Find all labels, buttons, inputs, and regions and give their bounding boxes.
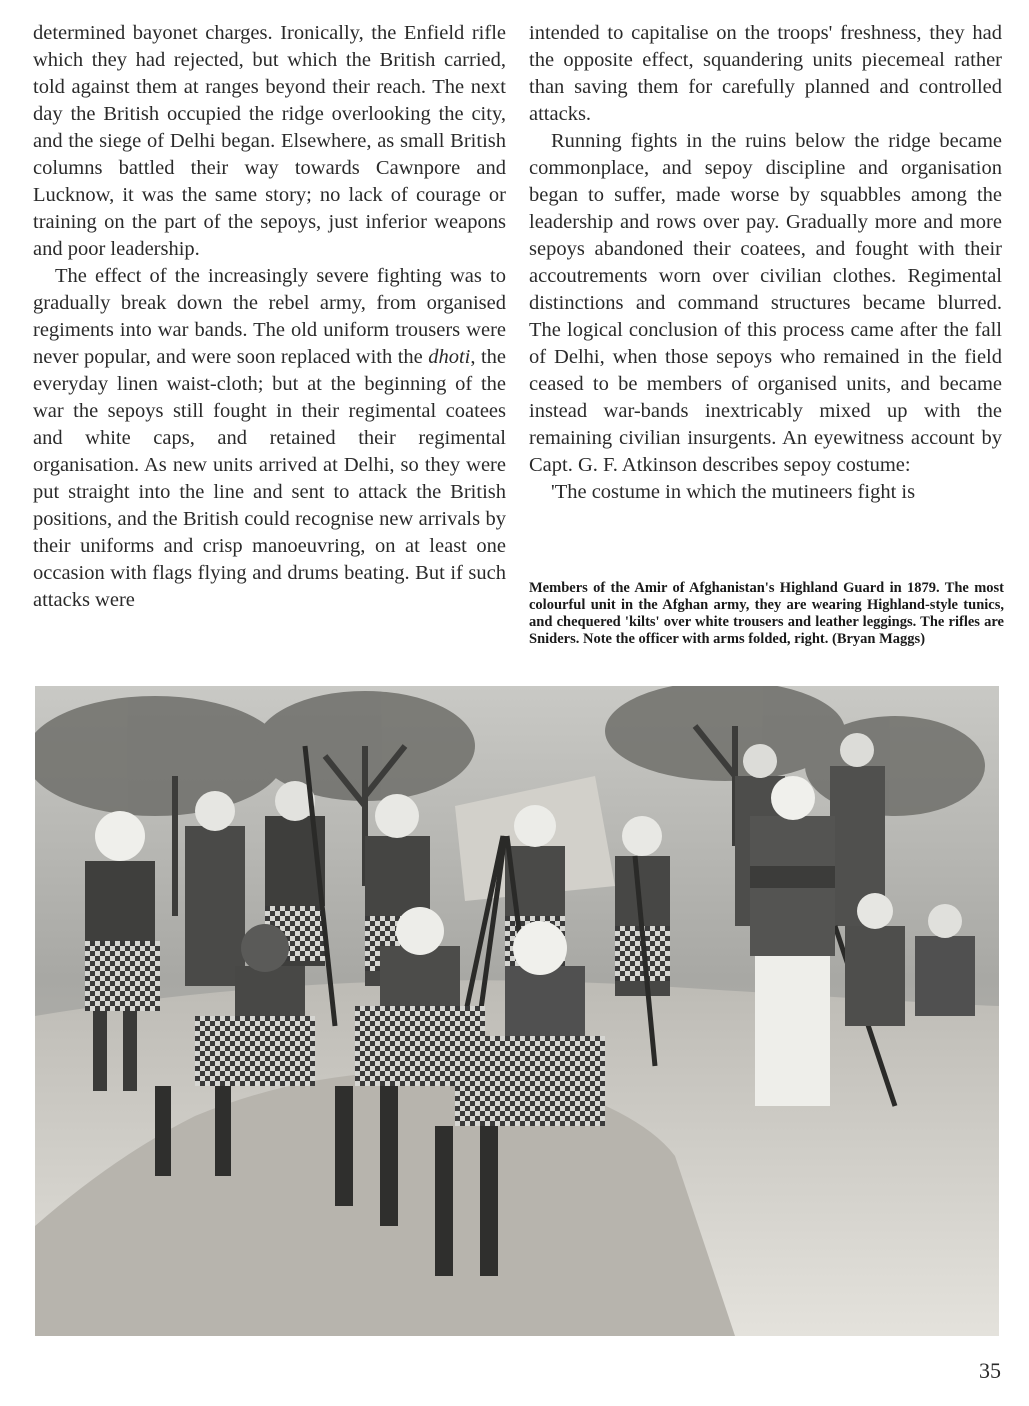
body-paragraph: Running fights in the ruins below the ridge became commonplace, and sepoy discipline and organisation began to suffer, made worse by squabbles among the leadership and rows over pay. Gradually more and more sepoys abandoned their coatees, and fought with their accoutrements worn over civilian clothes. Regimental distinctions and command structures became blurred. The logical conclusion of this process came after the fall of Delhi, when those sepoys who remained in the field ceased to be members of organised units, and became instead war-bands inextricably mixed up with the remaining civilian insurgents. An eyewitness account by Capt. G. F. Atkinson describes sepoy costume: <box>529 130 1002 476</box>
italic-term-dhoti: dhoti <box>428 346 471 368</box>
text-column-left <box>33 20 506 614</box>
paragraph-text: The effect of the increasingly severe fighting was to gradually break down the rebel army, from organised regiments into war bands. The old uniform trousers were never popular, and were soon replaced with the <box>33 265 506 368</box>
text-column-right <box>529 20 1002 506</box>
body-paragraph: determined bayonet charges. Ironically, the Enfield rifle which they had rejected, but which the British carried, told against them at ranges beyond their reach. The next day the British occupied the ridge overlooking the city, and the siege of Delhi began. Elsewhere, as small British columns battled their way towards Cawnpore and Lucknow, it was the same story; no lack of courage or training on the part of the sepoys, just inferior weapons and poor leadership. <box>33 22 506 260</box>
paragraph-text: , the everyday linen waist-cloth; but at the beginning of the war the sepoys still fought in their regimental coatees and white caps, and retained their regimental organisation. As new units arrived at Delhi, so they were put straight into the line and sent to attack the British positions, and the British could recognise new arrivals by their uniforms and crisp manoeuvring, on at least one occasion with flags flying and drums beating. But if such attacks were <box>33 346 507 611</box>
body-paragraph: 'The costume in which the mutineers fight is <box>551 481 916 503</box>
body-paragraph <box>33 263 506 614</box>
photograph-illustration <box>35 686 999 1336</box>
page-number: 35 <box>979 1358 1001 1383</box>
historical-photograph <box>35 686 999 1336</box>
photo-caption: Members of the Amir of Afghanistan's Highland Guard in 1879. The most colourful unit in the Afghan army, they are wearing Highland-style tunics, and chequered 'kilts' over white trousers and leather leggings. The rifles are Sniders. Note the officer with arms folded, right. (Bryan Maggs) <box>529 580 1004 647</box>
body-paragraph: intended to capitalise on the troops' freshness, they had the opposite effect, squandering units piecemeal rather than saving them for carefully planned and controlled attacks. <box>529 22 1002 125</box>
